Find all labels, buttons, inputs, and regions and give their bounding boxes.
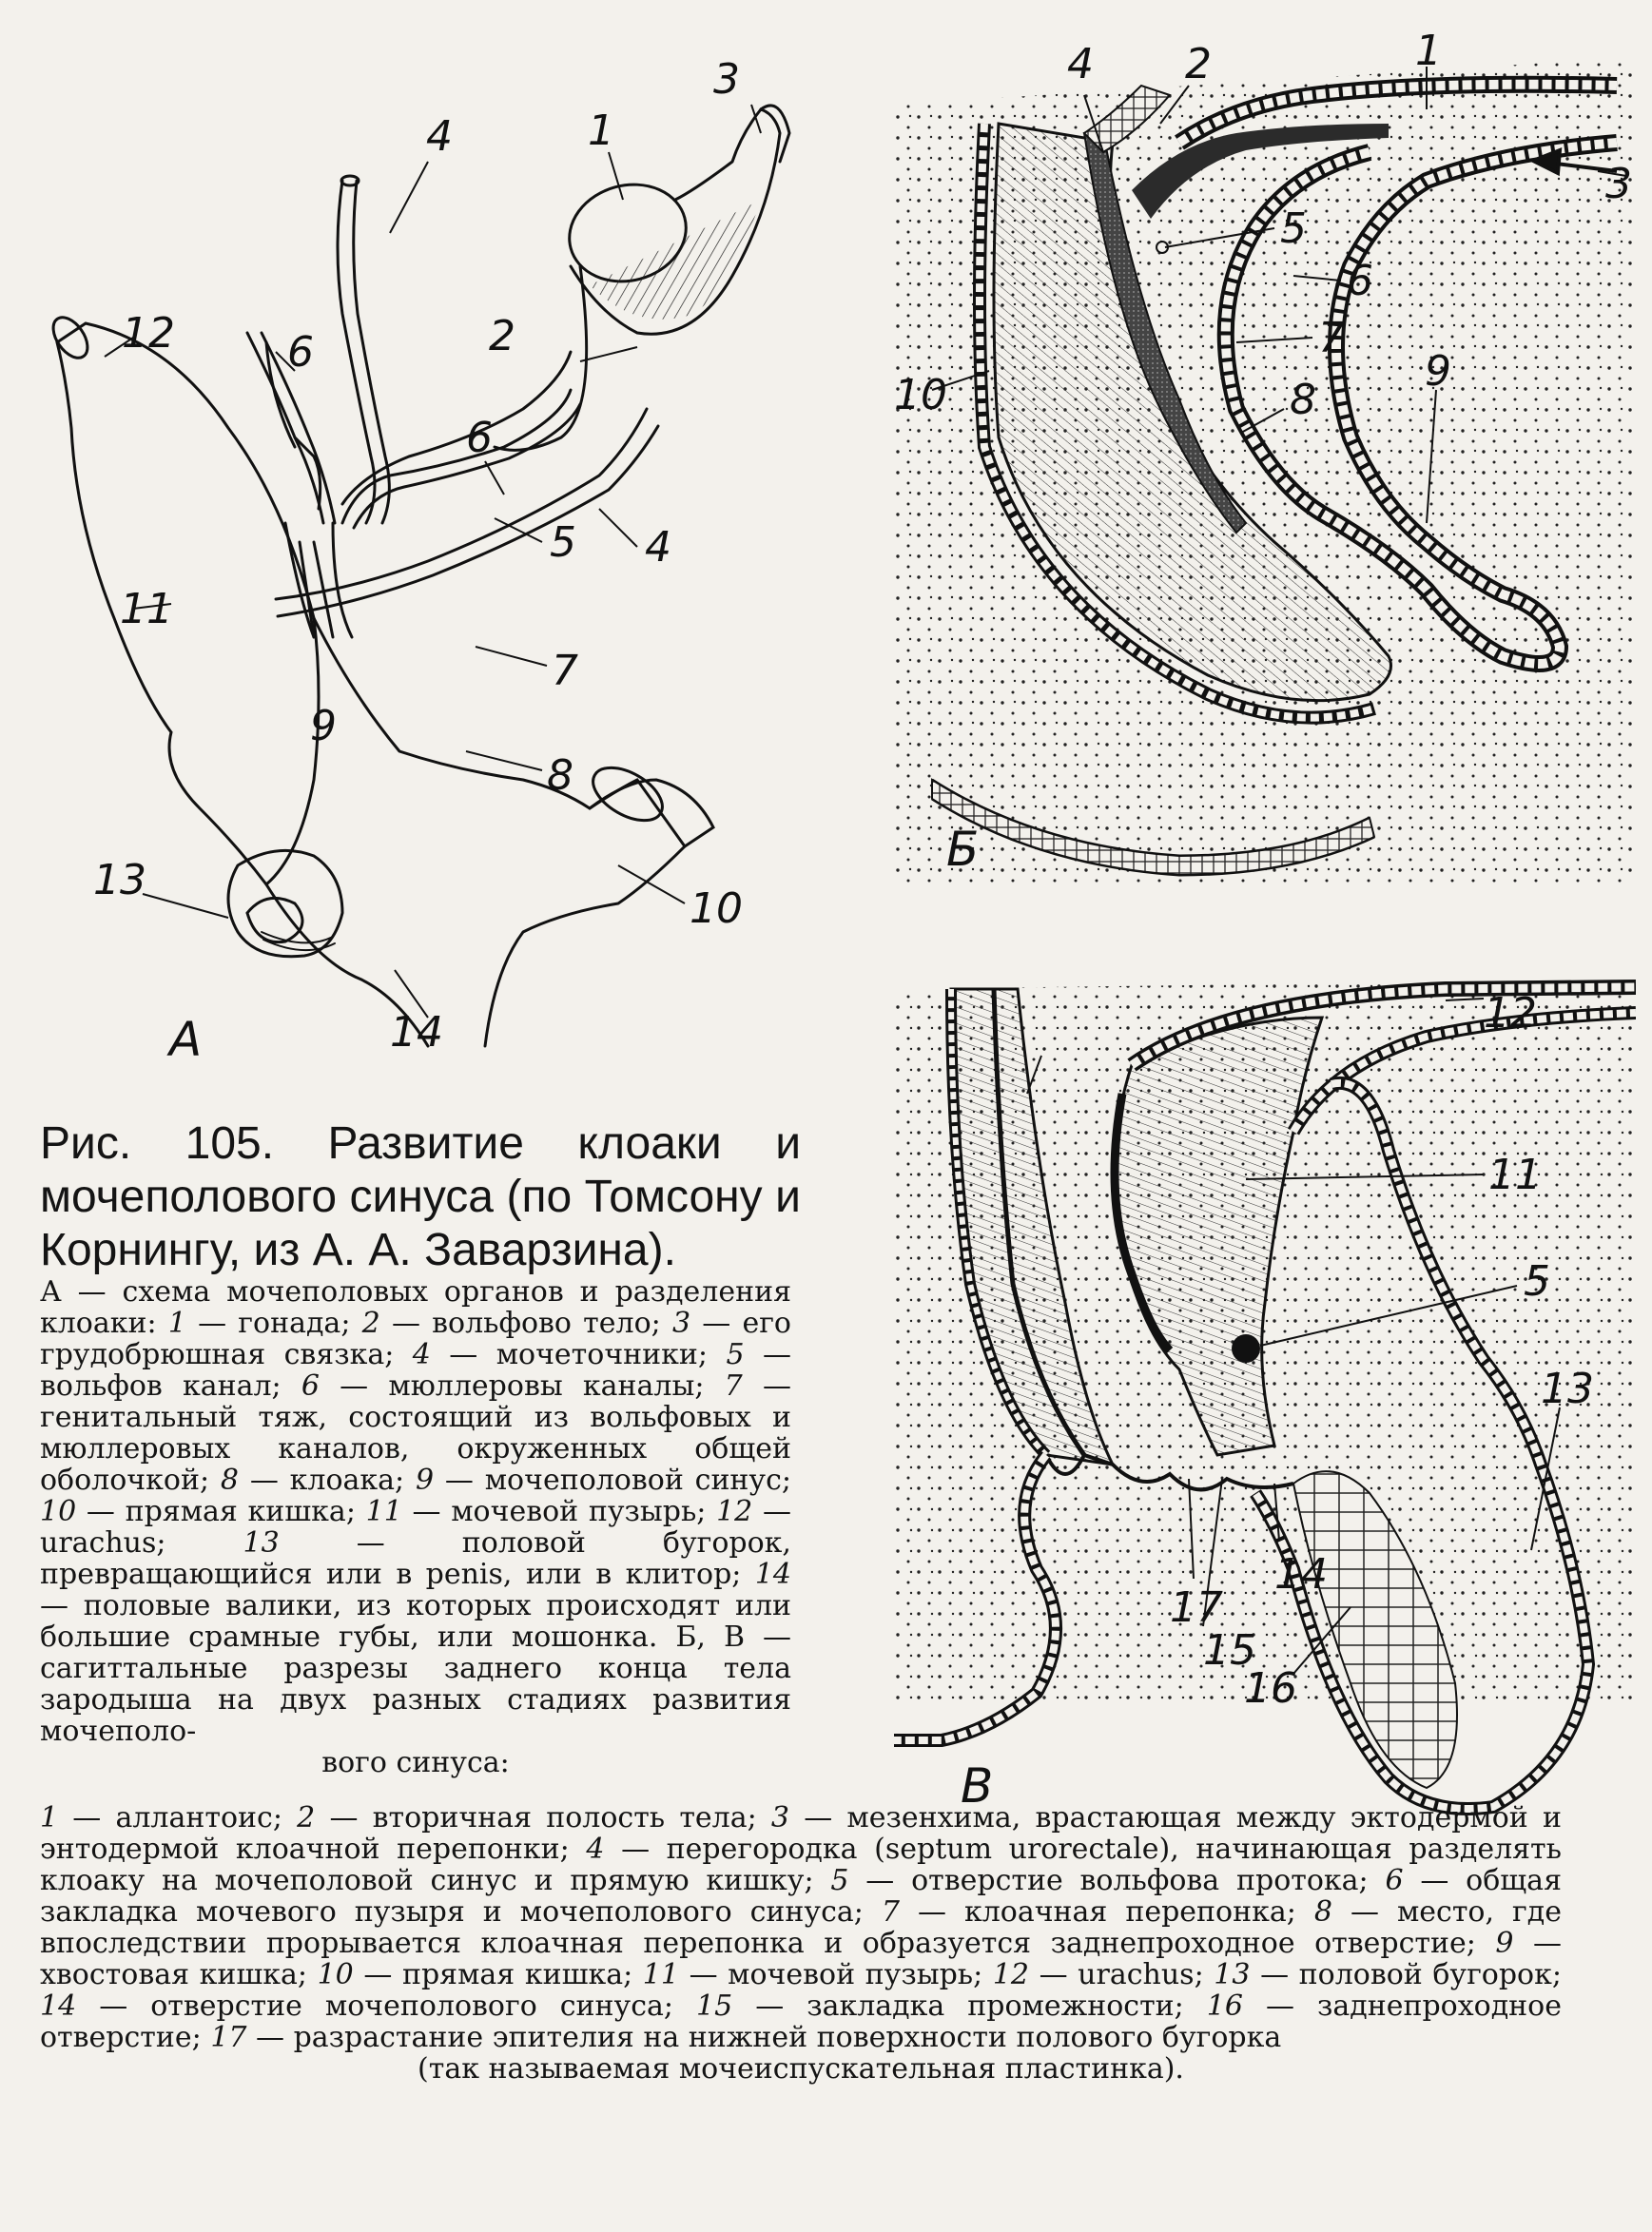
legend-bv-text: — мочевой пузырь; [689,1958,983,1991]
legend-bv-item [297,1801,757,1834]
legend-a-text: — половой бугорок, превращающийся или в penis, или в клитор; [40,1526,791,1591]
figure-panel-b [894,29,1636,913]
caption-legend-a [40,1276,791,1778]
legend-a-text: — гонада; [198,1307,351,1340]
legend-a-num: 4 [412,1338,431,1371]
panel-b-label-10: 10 [894,371,947,419]
panel-a-label-11: 11 [120,585,173,633]
panel-v-label-5: 5 [1524,1257,1550,1306]
legend-bv-text: — вторичная полость тела; [329,1801,757,1834]
panel-b-letter: Б [946,822,980,877]
legend-a-num: 2 [361,1307,380,1340]
legend-a-num: 12 [716,1495,753,1528]
legend-a-item [301,1369,705,1403]
panel-a-label-2: 2 [489,312,515,360]
legend-a-item [221,1464,404,1497]
legend-bv-text: — заднепроходное отверстие; [40,1989,1562,2054]
panel-a-label-9: 9 [310,702,337,750]
panel-a-label-5: 5 [550,518,576,567]
legend-bv-text: — мезенхима, врастающая между эктодермой и энтодермой клоачной перепонки; [40,1801,1562,1866]
legend-bv-item [1214,1958,1562,1991]
legend-bv-num: 14 [40,1989,77,2023]
legend-bv-num: 10 [317,1958,354,1991]
panel-v-label-14: 14 [1274,1550,1328,1599]
legend-a-text: — urachus; [40,1495,791,1560]
legend-a-num: 3 [671,1307,691,1340]
legend-bv-num: 9 [1495,1927,1514,1960]
legend-a-item [362,1307,661,1340]
legend-bv-num: 6 [1385,1864,1404,1897]
panel-a-label-4-bottom: 4 [645,523,671,572]
legend-a-num: 10 [40,1495,77,1528]
legend-a-text: — его грудобрюшная связка; [40,1307,791,1371]
panel-b-label-1: 1 [1415,29,1442,75]
panel-a-label-14: 14 [390,1008,443,1057]
panel-v-letter: В [961,1758,994,1814]
legend-a-num: 6 [301,1369,320,1403]
figure-caption-title: Рис. 105. Развитие клоаки и мочеполового синуса (по Томсону и Корнингу, из А. А. Заварзина). [40,1118,801,1275]
legend-a-text: — мочеполовой синус; [444,1464,791,1497]
legend-a-text: — генитальный тяж, состоящий из вольфовых и мюллеровых каналов, окруженных общей оболочкой; [40,1369,791,1497]
legend-a-item [413,1338,708,1371]
legend-bv-num: 13 [1214,1958,1251,1991]
legend-bv-text: — urachus; [1039,1958,1204,1991]
legend-bv-item [830,1864,1368,1897]
legend-bv-text: — перегородка (septum urorectale), начинающая разделять клоаку на мочеполовой синус и прямую кишку; [40,1833,1562,1897]
panel-v-label-13: 13 [1541,1365,1594,1413]
panel-a-label-1: 1 [588,107,614,155]
legend-bv-item [40,1989,673,2023]
legend-a-num: 7 [724,1369,743,1403]
legend-a-num: 13 [243,1526,280,1560]
legend-a-text: — вольфово тело; [391,1307,661,1340]
figure-panel-v [894,961,1636,1835]
legend-a-num: 8 [220,1464,239,1497]
panel-a-label-3: 3 [713,55,740,104]
panel-b-label-7: 7 [1318,314,1345,362]
panel-a-label-4-top: 4 [426,112,453,161]
legend-a-text: — вольфов канал; [40,1338,791,1403]
caption-legend-bv [40,1802,1562,2085]
legend-a-num: 9 [415,1464,435,1497]
panel-b-label-4: 4 [1067,40,1094,88]
legend-bv-text: — отверстие вольфова протока; [865,1864,1369,1897]
legend-bv-item [696,1989,1184,2023]
panel-a-label-6-left: 6 [287,328,314,377]
legend-bv-num: 3 [770,1801,790,1834]
legend-bv-item [40,1801,282,1834]
legend-bv-text: — хвостовая кишка; [40,1927,1562,1991]
legend-bv-text: — общая закладка мочевого пузыря и мочеполового синуса; [40,1864,1562,1929]
panel-b-label-2: 2 [1185,40,1212,88]
legend-bv-num: 11 [642,1958,679,1991]
legend-bv-num: 8 [1313,1895,1332,1929]
panel-a-label-8: 8 [547,751,573,800]
legend-bv-num: 16 [1206,1989,1243,2023]
legend-a-text: — клоака; [249,1464,405,1497]
panel-b-label-9: 9 [1425,347,1451,396]
legend-bv-text: — отверстие мочеполового синуса; [99,1989,673,2023]
legend-bv-item [882,1895,1296,1929]
panel-v-label-11: 11 [1488,1151,1542,1199]
legend-a-text: — половые валики, из которых происходят или большие срамные губы, или мошонка. [40,1589,791,1654]
panel-v-label-17: 16 [1244,1664,1297,1713]
rectum-shape [590,780,713,846]
legend-bv-num: 7 [881,1895,900,1929]
panel-a-label-12: 12 [122,309,175,358]
cloaca-shape [266,618,685,1046]
legend-bv-text: — место, где впоследствии прорывается клоачная перепонка и образуется заднепроходное отверстие; [40,1895,1562,1960]
legend-a-item [40,1495,356,1528]
legend-bv-num: 1 [40,1801,59,1834]
panel-v-label-15: 15 [1203,1626,1256,1675]
panel-a-label-7: 7 [552,647,578,695]
panel-a-label-10: 10 [690,884,743,933]
legend-bv-item [643,1958,982,1991]
legend-bv-text: — клоачная перепонка; [917,1895,1296,1929]
legend-bv-item [210,2021,1281,2054]
legend-bv-num: 12 [992,1958,1029,1991]
legend-bv-item [318,1958,633,1991]
legend-bv-text: — аллантоис; [72,1801,282,1834]
legend-a-text: — мюллеровы каналы; [340,1369,705,1403]
legend-bv-num: 5 [830,1864,849,1897]
legend-bv-num: 4 [586,1833,605,1866]
figure-panel-a [29,29,846,1075]
legend-bv-num: 2 [297,1801,316,1834]
legend-a-item [366,1495,707,1528]
panel-v-label-16: 17 [1170,1583,1223,1632]
panel-b-label-3: 3 [1605,160,1632,208]
legend-bv-text: — половой бугорок; [1260,1958,1562,1991]
ureter-left [338,181,375,523]
legend-a-text: — мочевой пузырь; [412,1495,707,1528]
caption-closing: (так называемая мочеиспускательная пластинка). [418,2052,1184,2086]
legend-bv-item [993,1958,1204,1991]
legend-a-num: 5 [726,1338,745,1371]
panel-b-label-5: 5 [1280,204,1307,253]
legend-a-text: — прямая кишка; [86,1495,356,1528]
legend-bv-text: — разрастание эпителия на нижней поверхности полового бугорка [256,2021,1282,2054]
panel-b-label-6: 6 [1347,257,1373,305]
legend-a-item [168,1307,351,1340]
legend-a-num: 11 [365,1495,402,1528]
legend-bv-text: — закладка промежности; [755,1989,1184,2023]
panel-b-label-8: 8 [1290,376,1316,424]
panel-a-label-6-right: 6 [466,414,493,462]
legend-bv-num: 17 [210,2021,247,2054]
legend-a-num: 14 [754,1558,791,1591]
caption-intro-a: А — схема мочеполовых органов и разделения клоаки: [40,1275,791,1340]
caption-intro-bv-end: вого синуса: [321,1746,510,1779]
legend-bv-num: 15 [696,1989,733,2023]
legend-bv-text: — прямая кишка; [363,1958,633,1991]
panel-v-label-12: 12 [1484,989,1537,1038]
legend-a-num: 1 [167,1307,186,1340]
legend-a-text: — мочеточники; [449,1338,709,1371]
panel-a-letter: А [169,1012,203,1067]
caption-intro-bv: Б, В — сагиттальные разрезы заднего конца тела зародыша на двух разных стадиях развития мочеполо- [40,1621,792,1748]
panel-a-label-13: 13 [93,856,146,904]
legend-a-item [416,1464,791,1497]
